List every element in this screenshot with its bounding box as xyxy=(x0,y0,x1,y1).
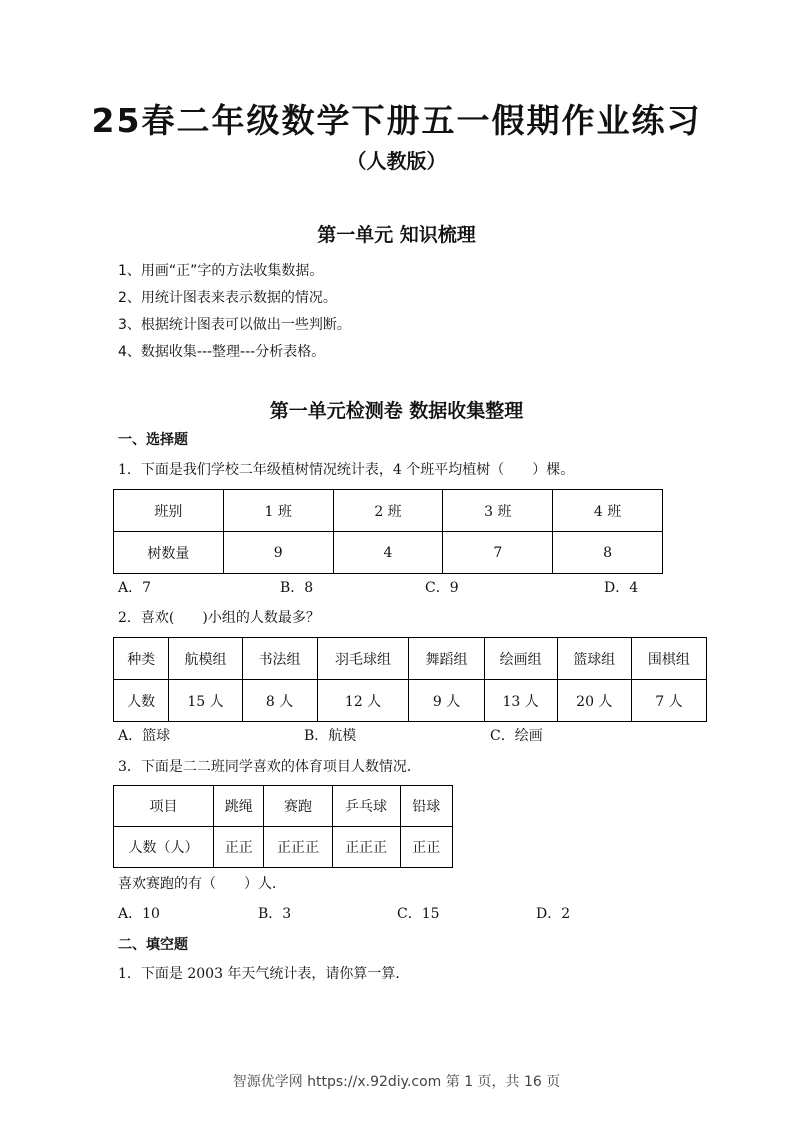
unit1-heading: 第一单元 知识梳理 xyxy=(317,224,476,246)
table-cell: 15 人 xyxy=(169,680,242,722)
table-cell: 正正 xyxy=(214,827,264,868)
option-c: C．绘画 xyxy=(490,728,543,744)
table-cell: 人数 xyxy=(114,680,169,722)
table-cell: 7 xyxy=(443,532,553,574)
option-c: C．9 xyxy=(425,580,459,596)
table-cell: 13 人 xyxy=(484,680,557,722)
test-heading: 第一单元检测卷 数据收集整理 xyxy=(269,400,524,422)
question-1: 1．下面是我们学校二年级植树情况统计表，4 个班平均植树（ ）棵。 xyxy=(118,462,575,478)
table-cell: 篮球组 xyxy=(557,638,631,680)
knowledge-item: 1、用画“正”字的方法收集数据。 xyxy=(118,263,324,279)
option-a: A．篮球 xyxy=(118,728,171,744)
option-a: A．7 xyxy=(118,580,152,596)
option-c: C．15 xyxy=(397,906,440,922)
table-cell: 2 班 xyxy=(333,490,443,532)
question-3-prompt: 喜欢赛跑的有（ ）人． xyxy=(118,876,286,892)
option-d: D．4 xyxy=(604,580,639,596)
page-title: 25春二年级数学下册五一假期作业练习 xyxy=(91,101,702,140)
question-3: 3．下面是二二班同学喜欢的体育项目人数情况． xyxy=(118,759,421,775)
knowledge-item: 2、用统计图表来表示数据的情况。 xyxy=(118,290,337,306)
table-cell: 9 xyxy=(223,532,333,574)
table-cell: 8 xyxy=(553,532,663,574)
table-cell: 4 xyxy=(333,532,443,574)
q1-table xyxy=(113,489,663,574)
option-b: B．3 xyxy=(258,906,292,922)
table-cell: 项目 xyxy=(114,786,214,827)
table-cell: 舞蹈组 xyxy=(409,638,484,680)
table-cell: 人数（人） xyxy=(114,827,214,868)
table-cell: 铅球 xyxy=(400,786,452,827)
table-cell: 正正正 xyxy=(332,827,400,868)
table-cell: 书法组 xyxy=(242,638,317,680)
table-cell: 9 人 xyxy=(409,680,484,722)
table-cell: 12 人 xyxy=(317,680,409,722)
question-2: 2．喜欢( )小组的人数最多？ xyxy=(118,610,320,626)
page-footer: 智源优学网 https://x.92diy.com 第 1 页，共 16 页 xyxy=(232,1074,561,1090)
table-cell: 跳绳 xyxy=(214,786,264,827)
table-cell: 3 班 xyxy=(443,490,553,532)
fill-question-1: 1．下面是 2003 年天气统计表，请你算一算． xyxy=(118,966,410,982)
table-cell: 树数量 xyxy=(114,532,224,574)
page-subtitle: （人教版） xyxy=(346,149,447,173)
table-cell: 围棋组 xyxy=(631,638,706,680)
table-cell: 7 人 xyxy=(631,680,706,722)
table-cell: 1 班 xyxy=(223,490,333,532)
table-cell: 正正正 xyxy=(264,827,332,868)
option-d: D．2 xyxy=(536,906,571,922)
table-cell: 种类 xyxy=(114,638,169,680)
table-cell: 绘画组 xyxy=(484,638,557,680)
option-b: B．8 xyxy=(280,580,314,596)
section-fill-heading: 二、填空题 xyxy=(118,937,188,953)
q3-table xyxy=(113,785,453,868)
knowledge-item: 3、根据统计图表可以做出一些判断。 xyxy=(118,317,351,333)
q2-table xyxy=(113,637,707,722)
table-cell: 羽毛球组 xyxy=(317,638,409,680)
table-cell: 8 人 xyxy=(242,680,317,722)
knowledge-item: 4、数据收集---整理---分析表格。 xyxy=(118,344,326,360)
table-cell: 赛跑 xyxy=(264,786,332,827)
option-b: B．航模 xyxy=(304,728,357,744)
table-cell: 4 班 xyxy=(553,490,663,532)
table-cell: 班别 xyxy=(114,490,224,532)
option-a: A．10 xyxy=(118,906,160,922)
table-cell: 正正 xyxy=(400,827,452,868)
table-cell: 航模组 xyxy=(169,638,242,680)
section-choice-heading: 一、选择题 xyxy=(118,432,188,448)
table-cell: 乒乓球 xyxy=(332,786,400,827)
table-cell: 20 人 xyxy=(557,680,631,722)
